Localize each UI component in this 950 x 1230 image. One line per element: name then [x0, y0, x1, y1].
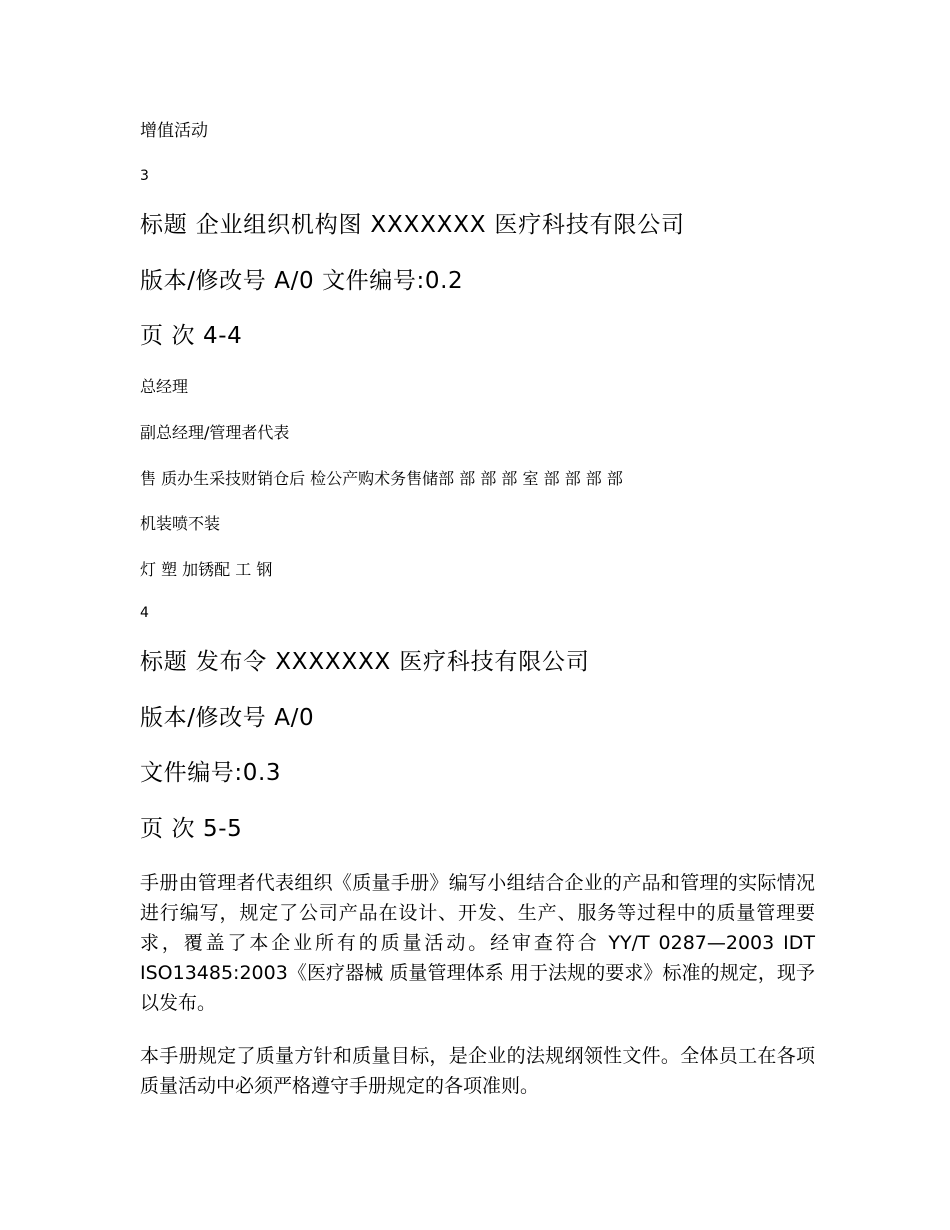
doc-title-line: 标题 发布令 XXXXXXX 医疗科技有限公司	[140, 649, 590, 675]
doc-number-line: 文件编号:0.3	[140, 760, 282, 786]
body-paragraph: 手册由管理者代表组织《质量手册》编写小组结合企业的产品和管理的实际情况进行编写，规定了公司产品在设计、开发、生产、服务等过程中的质量管理要求，覆盖了本企业所有的质量活动。经审查符合 YY/T 0287—2003 IDT ISO13485:2003《医疗器械 质量管理体系 用于法规的要求》标准的规定，现予以发布。	[140, 872, 815, 1014]
page-number: 4	[140, 605, 149, 621]
section-heading: 增值活动	[140, 121, 208, 141]
version-line: 版本/修改号 A/0	[140, 705, 315, 731]
org-chart-label: 售 质办生采技财销仓后 检公产购术务售储部 部 部 部 室 部 部 部 部	[140, 469, 623, 488]
document-page	[140, 0, 815, 1230]
version-line: 版本/修改号 A/0 文件编号:0.2	[140, 268, 464, 294]
page-number: 3	[140, 168, 149, 184]
org-chart-label: 副总经理/管理者代表	[140, 423, 290, 442]
page-count-line: 页 次 5-5	[140, 816, 243, 842]
page-count-line: 页 次 4-4	[140, 323, 243, 349]
body-paragraph: 本手册规定了质量方针和质量目标，是企业的法规纲领性文件。全体员工在各项质量活动中必须严格遵守手册规定的各项准则。	[140, 1045, 815, 1097]
org-chart-label: 总经理	[140, 377, 189, 396]
doc-title-line: 标题 企业组织机构图 XXXXXXX 医疗科技有限公司	[140, 212, 685, 238]
org-chart-label: 灯 塑 加锈配 工 钢	[140, 560, 273, 579]
org-chart-label: 机装喷不装	[140, 514, 221, 533]
